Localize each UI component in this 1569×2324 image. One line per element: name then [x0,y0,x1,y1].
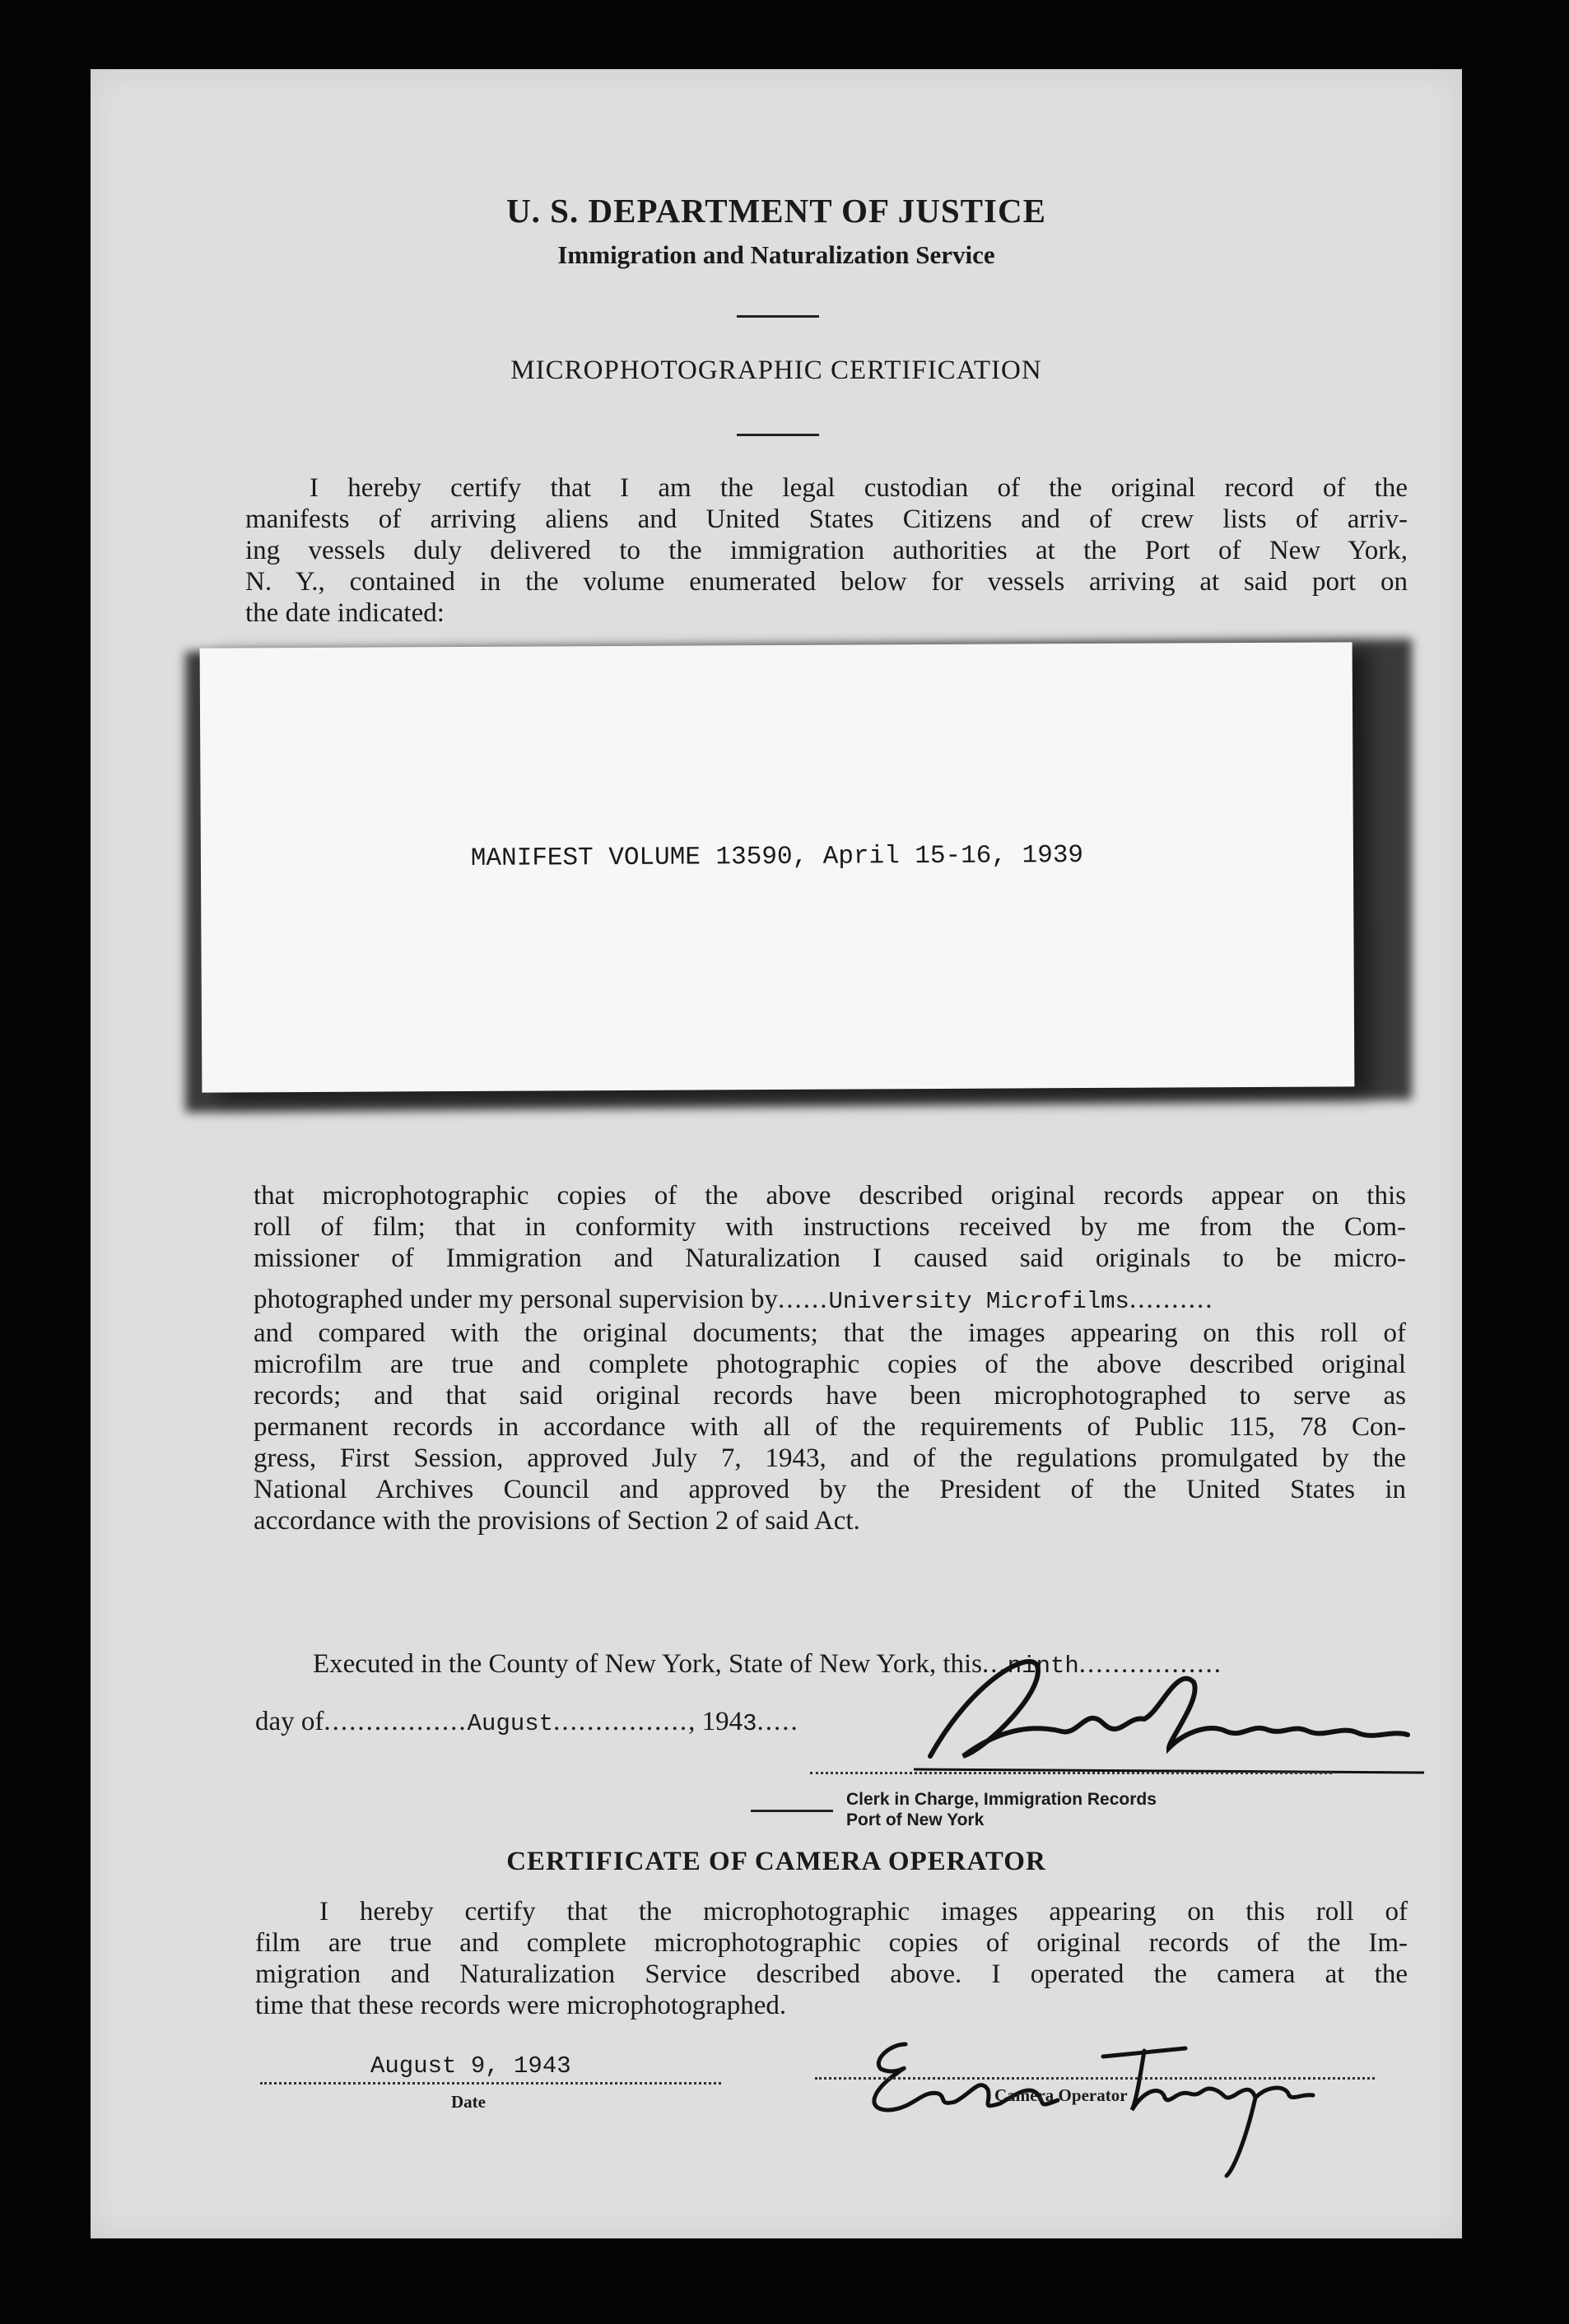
day-of-label: day of [255,1707,324,1736]
intro-line: N. Y., contained in the volume enumerated below for vessels arriving at said port on [245,567,1408,597]
intro-line: ing vessels duly delivered to the immigration authorities at the Port of New York, [245,536,1408,565]
dot-leader: ................. [1078,1649,1223,1679]
clerk-title [846,1789,1157,1830]
dot-leader: ... [982,1649,1008,1679]
divider [751,1810,833,1812]
clerk-location-line: Port of New York [846,1810,985,1829]
dot-leader: .......... [1129,1285,1214,1314]
date-line [260,2082,721,2085]
date-label: Date [451,2092,486,2112]
intro-line: I hereby certify that I am the legal custodian of the original record of the [310,473,1408,503]
intro-line: the date indicated: [245,598,445,628]
intro-line: manifests of arriving aliens and United States Citizens and of crew lists of arriv- [245,504,1408,534]
clerk-signature-line [810,1772,1332,1774]
body-line: records; and that said original records have been microphotographed to serve as [254,1381,1406,1411]
camera-line: migration and Naturalization Service described above. I operated the camera at the [255,1959,1408,1989]
attached-volume-slip [200,642,1355,1092]
camera-operator-label: Camera Operator [994,2085,1128,2105]
department-heading: U. S. DEPARTMENT OF JUSTICE [506,192,1046,230]
execution-year-digit: 3 [743,1710,757,1737]
certification-title: MICROPHOTOGRAPHIC CERTIFICATION [510,356,1042,385]
volume-label: MANIFEST VOLUME 13590, April 15-16, 1939 [470,841,1084,873]
camera-line: time that these records were microphotographed. [255,1991,787,2020]
body-line: missioner of Immigration and Naturalization I caused said originals to be micro- [254,1243,1406,1273]
body-line: accordance with the provisions of Section 2 of said Act. [254,1506,860,1536]
dot-leader: ...... [777,1285,829,1314]
execution-year-prefix: , 194 [688,1707,743,1736]
supervision-line [254,1284,1406,1318]
body-line: microfilm are true and complete photographic copies of the above described original [254,1350,1406,1379]
certificate-page [91,69,1462,2238]
dot-leader: ................. [324,1707,468,1736]
dot-leader: ................ [553,1707,689,1736]
execution-day: ninth [1007,1652,1079,1680]
execution-month: August [467,1710,554,1737]
body-line: permanent records in accordance with all of the requirements of Public 115, 78 Con- [254,1412,1406,1442]
divider [737,315,819,318]
intro-paragraph [245,472,1408,629]
clerk-title-line: Clerk in Charge, Immigration Records [846,1790,1157,1809]
body-line: gress, First Session, approved July 7, 1943, and of the regulations promulgated by the [254,1443,1406,1473]
body-line: roll of film; that in conformity with instructions received by me from the Com- [254,1212,1406,1242]
camera-operator-signature-line [815,2077,1375,2080]
camera-date-value: August 9, 1943 [370,2052,571,2080]
camera-line: film are true and complete microphotographic copies of original records of the Im- [255,1928,1408,1958]
divider [737,434,819,436]
supervision-prefix: photographed under my personal supervision by [254,1285,778,1314]
day-of-line [255,1707,799,1737]
body-line: National Archives Council and approved by the President of the United States in [254,1475,1406,1504]
dot-leader: ..... [757,1707,799,1736]
body-line: that microphotographic copies of the above described original records appear on this [254,1181,1406,1211]
execution-prefix: Executed in the County of New York, State of New York, this [313,1649,983,1679]
camera-certificate-title: CERTIFICATE OF CAMERA OPERATOR [506,1847,1046,1876]
service-subheading: Immigration and Naturalization Service [557,240,995,269]
body-line: and compared with the original documents; that the images appearing on this roll of [254,1318,1406,1348]
body-paragraph [254,1180,1406,1536]
supervision-value: University Microfilms [828,1288,1129,1315]
camera-certificate-paragraph [255,1896,1408,2021]
camera-line: I hereby certify that the microphotographic images appearing on this roll of [319,1897,1408,1927]
